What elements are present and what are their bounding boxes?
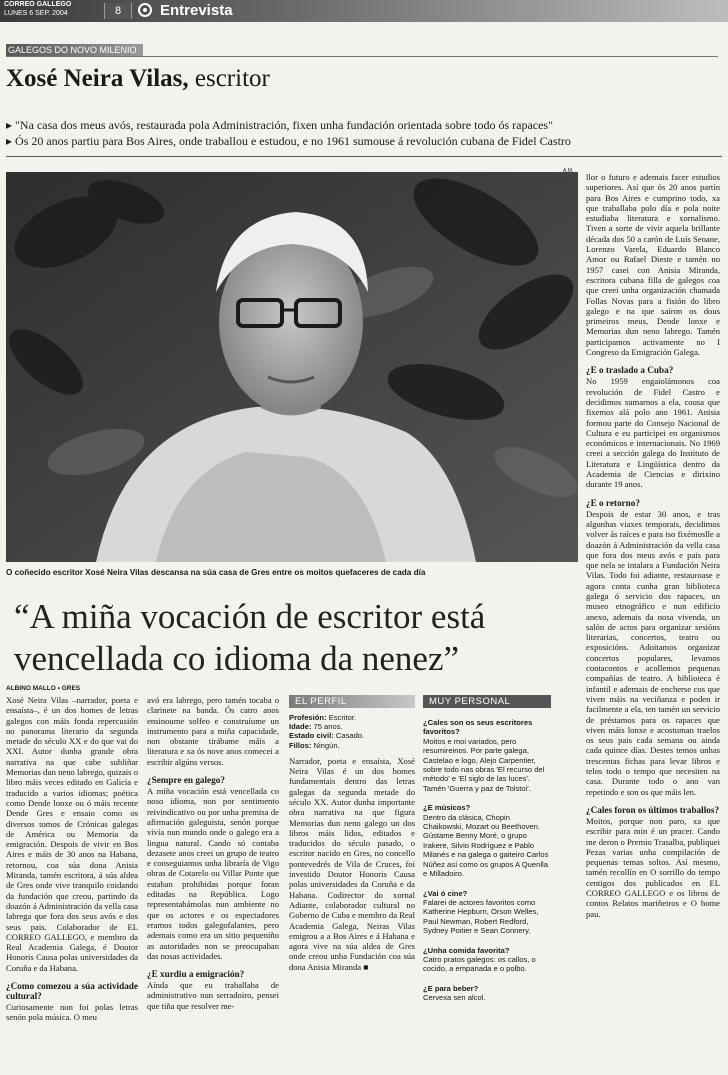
headline	[6, 64, 270, 94]
headline-role: escritor	[188, 65, 270, 92]
section-title: Entrevista	[160, 2, 233, 19]
paragraph: Aínda que eu traballaba de administrativo nun serradoiro, pensei que tiña que resolver me-	[147, 980, 279, 1011]
question-heading: ¿Sempre en galego?	[147, 775, 225, 786]
qa-answer: Catro pratos galegos: os callos, o cocido, a empanada e o polbo.	[423, 954, 536, 974]
personal-box	[423, 695, 551, 1003]
issue-date: LUNES 6 SEP. 2004	[4, 10, 68, 17]
article-column-2	[147, 695, 279, 1011]
qa-answer: Falarei de actores favoritos como Katherine Hepburn, Orson Welles, Paul Newman, Robert Redford, Sydney Poitier e Sean Connery.	[423, 897, 539, 936]
qa-question: ¿Cales son os seus escritores favoritos?	[423, 718, 533, 737]
profile-body: Narrador, poeta e ensaísta, Xosé Neira Vilas é un dos homes fundamentais dentro das letras galegas da segunda metade do século XX. Autor dunha importante obra narrativa na que figura Memorias dun neno galego un dos libros máis lidos, editados e traducidos do século pasado, o escritor nacido en Gres, no concello pontevedrés de Vila de Cruces, foi investido Doutor Honoris Causa polas universidades da Coruña e da Habana. Codirector do xornal Adiante, colaborador cultural no Goberno de Cuba e membro da Real Academia Galega, Neiras Vilas emigrou a a Bos Aires e á Habana e agora vive na súa aldea de Gres onde creou unha Fundación coa súa dona Anisia Miranda ■	[289, 755, 415, 972]
series-kicker: GALEGOS DO NOVO MILENIO	[6, 44, 143, 56]
divider	[6, 56, 718, 57]
deck-line: ▸ Ós 20 anos partiu para Bos Aires, onde traballou e estudou, e no 1961 sumouse á revolución cubana de Fidel Castro	[6, 134, 571, 148]
paragraph: A miña vocación está vencellada co noso idioma, non por sentimento reivindicativo ou por unha premisa de afirmación galeguista, senón porque vivía nun mundo onde o galego era a lingua natural. Cando só contaba dezasete anos creei un grupo de teatro e conseguiamos unha libraría de Vigo obras de Cotarelo ou Villar Ponte que estaban prohibidas porque foran editadas na República. Logo representabámolas nun ambiente no que os actores e os espectadores eramos todos galegofalantes, pero ademais como era un sitio pequeniño as autoridades non se preocupaban das nosas actividades.	[147, 786, 279, 961]
paragraph: Curiosamente non foi polas letras senón pola música. O meu	[6, 1002, 138, 1023]
photo-credit: A.M.	[563, 168, 574, 174]
profile-title: EL PERFIL	[289, 695, 415, 708]
photo-caption: O coñecido escritor Xosé Neira Vilas descansa na súa casa de Gres entre os moitos quefaceres de cada día	[6, 568, 426, 577]
profile-fact: Idade: 75 anos.	[289, 722, 343, 732]
qa-answer: Dentro da clásica, Chopin Chaikowski, Mozart ou Beethoven. Gústame Benny Moré, o grupo Irakere, Silvio Rodríguez e Pablo Milanés e na galega o gaiteiro Carlos Núñez así como os grupos A Quenlla e Milladoiro.	[423, 812, 549, 879]
qa-question: ¿E músicos?	[423, 803, 471, 813]
article-column-right	[586, 172, 720, 919]
divider	[6, 156, 722, 157]
qa-answer: Moitos e moi variados, pero resumireinos. Por parte galega, Castelao e logo, Alejo Carpentier, sobre todo nas obras 'El recurso del método' e 'El siglo de las luces'. Tamén 'Guerra y paz de Tolstoi'.	[423, 736, 545, 793]
newspaper-name: CORREO GALLEGO	[4, 1, 72, 8]
profile-fact: Estado civil: Casado.	[289, 731, 365, 741]
deck-line: ▸ "Na casa dos meus avós, restaurada pola Administración, fixen unha fundación orientada sobre todo ós rapaces"	[6, 118, 553, 132]
question-heading: ¿E o retorno?	[586, 497, 640, 508]
paragraph: llor o futuro e ademais facer estudios superiores. Así que ós 20 anos partín para Bos Aires e cumprino todo, xa que traballaba polo día e pola noite estudiaba literatura e xornalismo. Tiven a sorte de vivir aquela brillante década dos 50 a carón de Luís Seoane, Lorenzo Varela, Eduardo Blanco Amor ou Rafael Dieste e tamén no 1957 casei con Anisia Miranda, escritora cubana filla de galegos coa que creei unha organización chamada Follas Novas para a fisión do libro galego e na que saíron os dous primeiros meus, Dende lonxe e Memorias dun neno labrego. Tamén participamos activamente no I Congreso da Emigración Galega.	[586, 172, 720, 358]
profile-fact: Profesión: Escritor.	[289, 713, 357, 722]
qa-question: ¿Vai ó cine?	[423, 888, 468, 898]
profile-box	[289, 695, 415, 981]
article-column-1	[6, 695, 138, 1023]
pull-quote: “A miña vocación de escritor está vencellada co idioma da nenez”	[14, 597, 486, 678]
deck	[6, 117, 722, 149]
byline: ALBINO MALLO • GRES	[6, 685, 81, 692]
headline-name: Xosé Neira Vilas,	[6, 65, 189, 92]
question-heading: ¿Cales foron os últimos traballos?	[586, 804, 720, 815]
paragraph: Despois de estar 30 anos, e tras algunhas viaxes temporais, decidimos volver ás raíces e para iso fixémoslle a doazón á Administración da vella casa que fora dos meus avós e pais para que nela se intalara a Fundación Neira Vilas. Todo foi adiante, restauroase e agora conta cunha gran biblioteca galega ó servicio dos rapaces, un museo etnográfico e nun edificio anexo, ademais da nosa vivenda, un salón de actos para organizar sesións literarias, concertos, teatro ou exposicións. Adoitamos organizar concertos populares, levamos contacontos e acollemos pequenas compañías de teatro. A biblioteca é infantil e ademais de encherse cos que viven máis na veciñanza e poden ir facilmente a ela, ten tamén un servicio de préstamos para os rapaces que viven máis lonxe e acostuman traelos os seus pais cada semana ou ainda cada quince días. Destes temos unhas trescentas fichas para levar libros e telos todo o tempo que necesiten na casa. Durante todo o ano van repetindo e son os que máis len.	[586, 508, 720, 797]
qa-question: ¿E para beber?	[423, 983, 479, 993]
paragraph: avó era labrego, pero tamén tocaba o clarinete na banda. Ós catro anos ensinoume solfeo e construíume un instrumento para a miña capacidade, non obstante tirábame máis a literatura e xa ós nove anos comecei a escribir algúns versos.	[147, 695, 279, 767]
paragraph: Moitos, porque non paro, xa que escribir para min é un pracer. Cando me deron o Premio Trasalba, publiquei Pezas varias unha compilación de pequenas temas soltos. Así mesmo, tamén recollín en O sorrillo do tempo centigos dos publicados en EL CORREO GALLEGO e os libros de contos Relatos mariñeiros e O home pau.	[586, 815, 720, 919]
profile-facts	[289, 713, 415, 750]
qa-answer: Cervexa sen alcol.	[423, 993, 486, 1003]
qa-list	[423, 718, 551, 1003]
personal-title: MUY PERSONAL	[423, 695, 551, 708]
question-heading: ¿Como comezou a súa actividade cultural?	[6, 981, 138, 1002]
question-heading: ¿E o traslado a Cuba?	[586, 365, 674, 376]
qa-question: ¿Unha comida favorita?	[423, 945, 510, 955]
portrait-illustration	[6, 172, 578, 562]
paragraph: No 1959 engaiolámonos coa revolución de Fidel Castro e decidimos sumarnos a ela, cousa que fixemos alá polo ano 1961. Anisia formou parte do Consejo Nacional de Cultura e eu participei en organismos económicos e internacionais. No 1969 creei a sección galega do Instituto de Literatura e Lingüística dentro da Academia de Ciencias e dirixino durante 19 anos.	[586, 376, 720, 490]
portrait-photo	[6, 172, 578, 562]
profile-fact: Fillos: Ningún.	[289, 740, 340, 750]
question-heading: ¿E xurdiu a emigración?	[147, 969, 245, 980]
paragraph: Xosé Neira Vilas –narrador, poeta e ensaísta–, é un dos homes de letras galegos con máis fonda repercusión no panorama literario da segunda metade do século XX e do que vai do XXI. Autor dunha grande obra narrativa na que cabe subliñar Memorias dun neno labrego, quizais o libro máis veces editado en Galicia e traducido a varios idiomas; poética como Dende lonxe ou ó máis recente Dende Gres e ensaio como os diversos tomos de Crónicas galegas de América ou Memoria da emigración. Despois de vivir en Bos Aires e máis de 30 anos na Habana, retornou, coa súa dona Anisia Miranda, tamén escritora, á súa aldea de Gres onde vive tranquilo coidando da fundación que creou, partindo da doazón á Administración da vella casa labrega que fora dos seus avós e dos seus pais. Colaborador de EL CORREO GALLEGO, e membro da Real Academia Galega, é Doutor Honoris Causa polas universidades da Coruña e da Habana.	[6, 695, 138, 973]
page-number: 8	[104, 3, 132, 19]
section-logo-icon	[138, 3, 152, 17]
